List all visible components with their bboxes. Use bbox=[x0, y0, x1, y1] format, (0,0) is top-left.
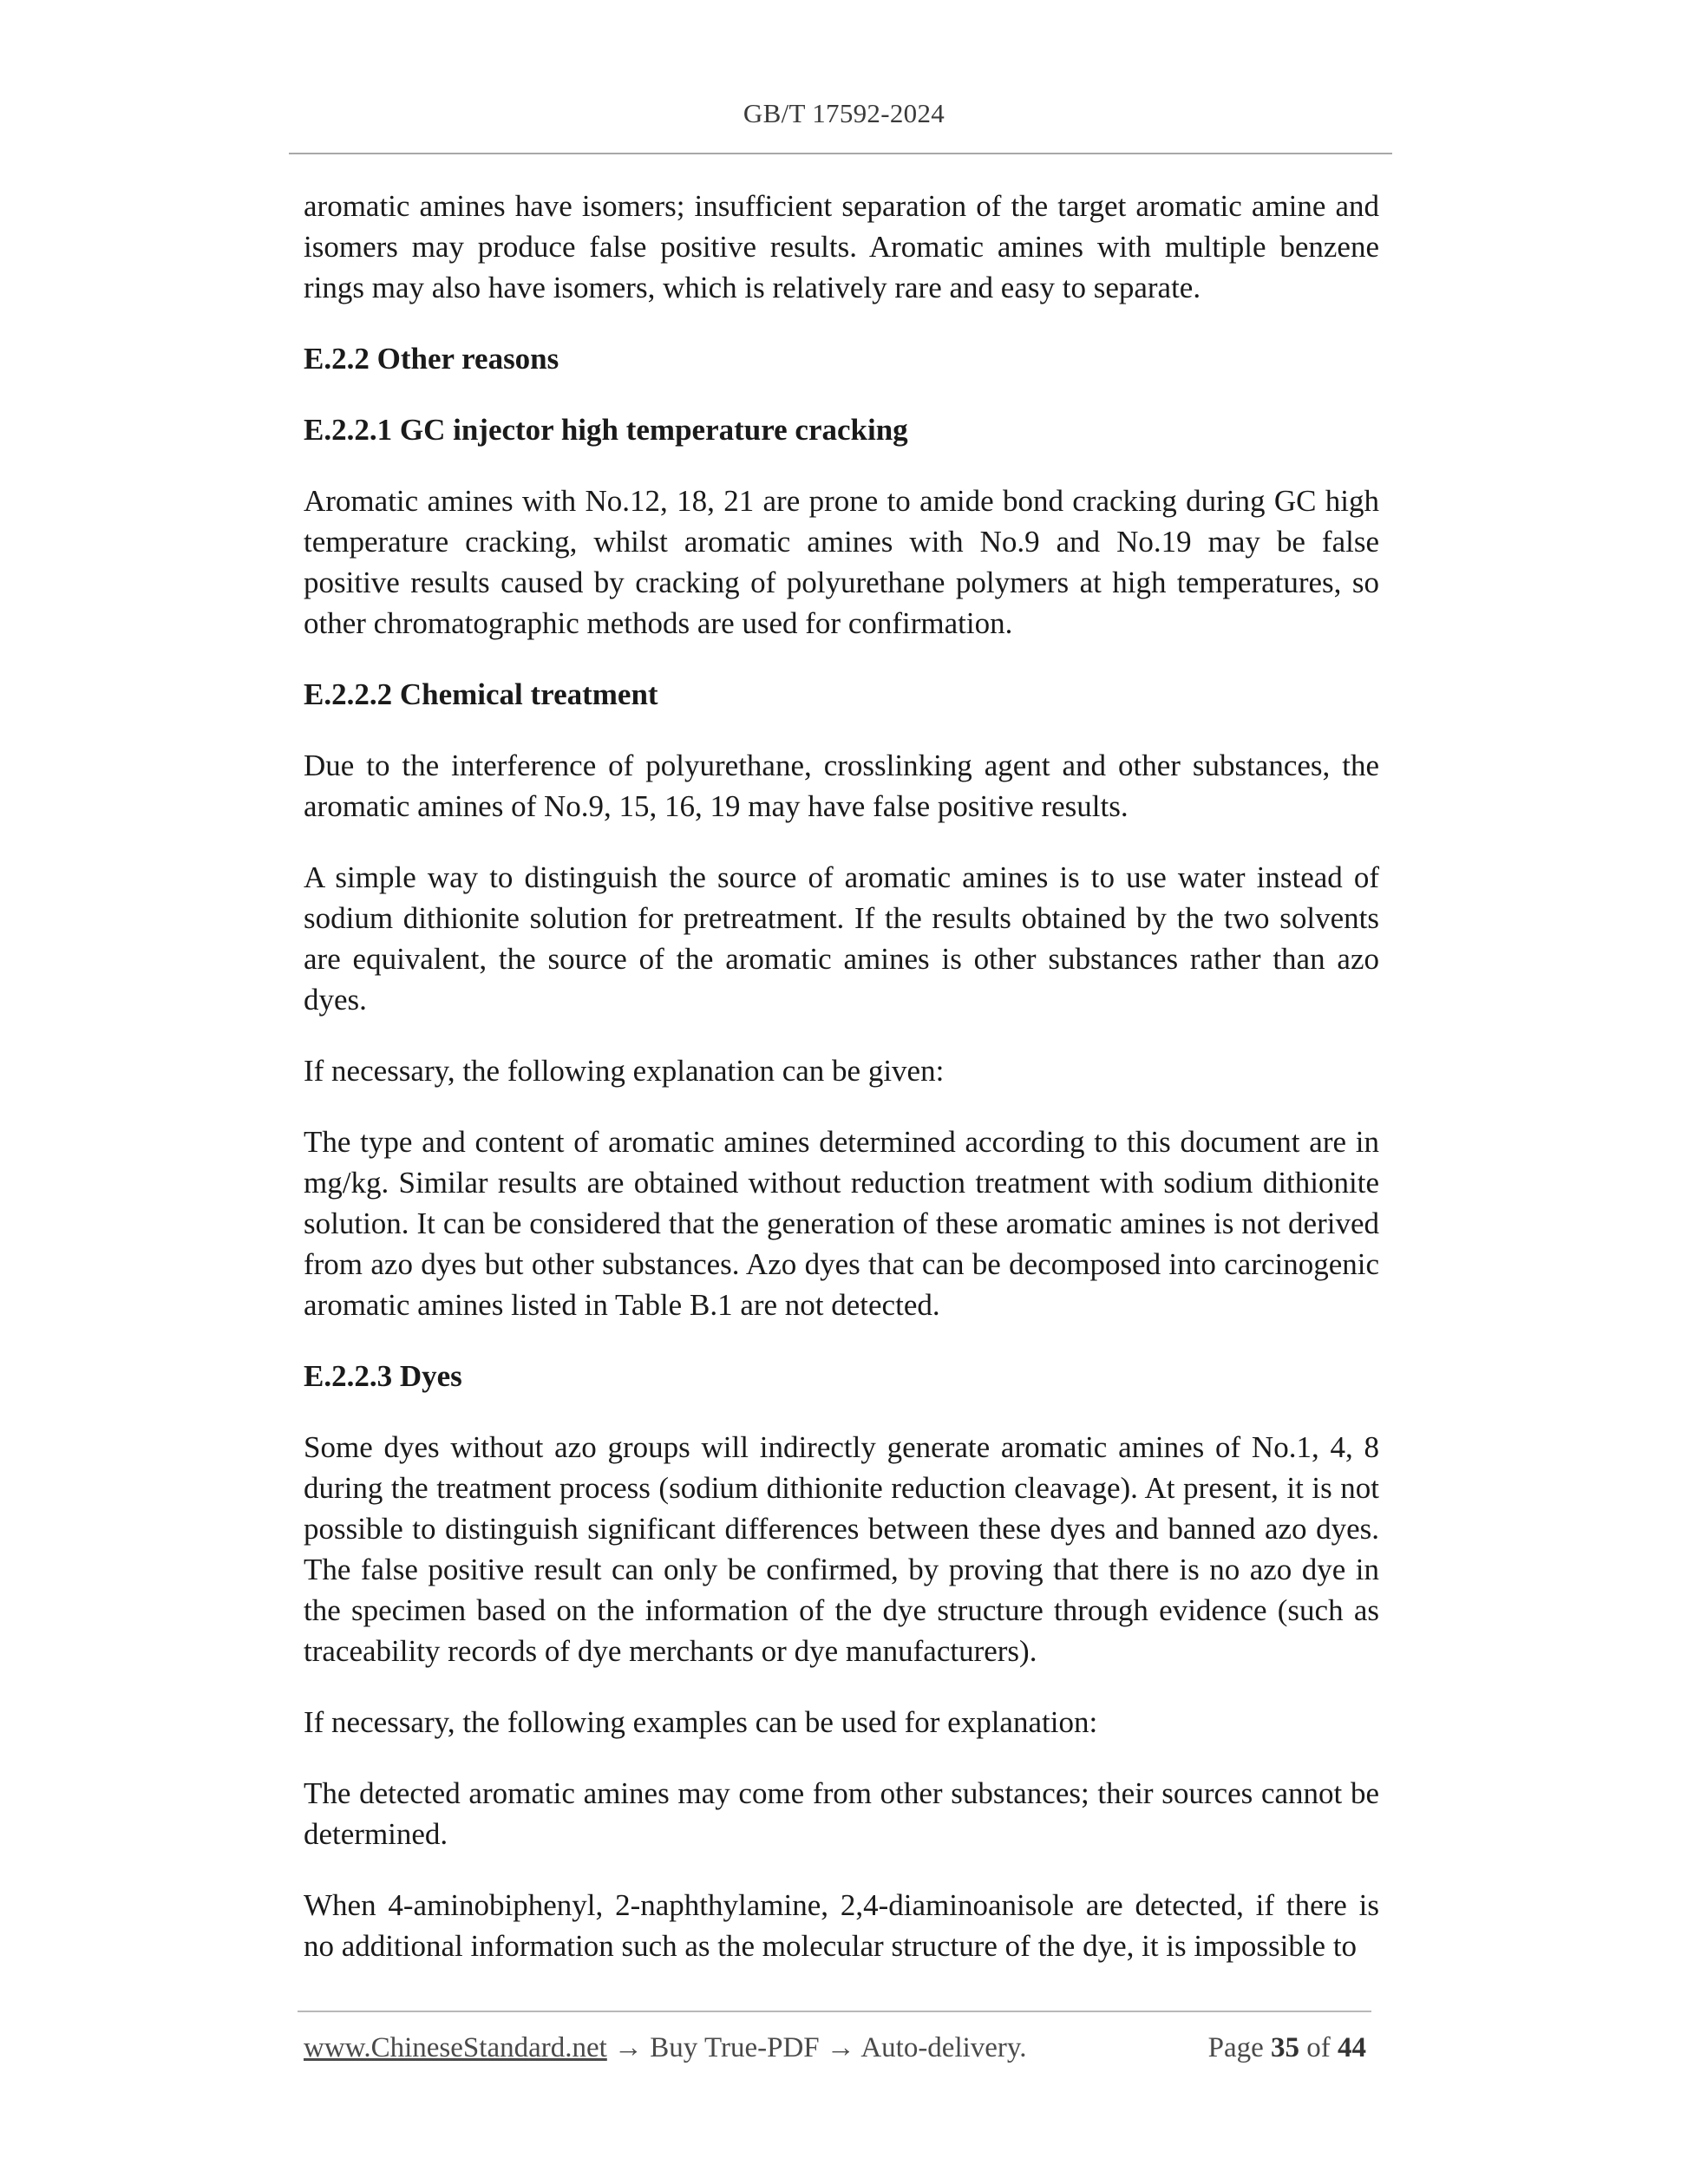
paragraph-simple-way: A simple way to distinguish the source of aromatic amines is to use water instead of sodium dithionite solution for pretreatment. If the results obtained by the two solvents are equivalent, the source of the aromatic amines is other substances rather than azo dyes. bbox=[304, 860, 1379, 1017]
document-body bbox=[304, 186, 1379, 1997]
site-link[interactable]: www.ChineseStandard.net bbox=[304, 2032, 607, 2063]
heading-e-2-2-2: E.2.2.2 Chemical treatment bbox=[304, 677, 658, 711]
arrow-right-icon: → bbox=[819, 2032, 861, 2063]
paragraph-gc-cracking: Aromatic amines with No.12, 18, 21 are prone to amide bond cracking during GC high temperature cracking, whilst aromatic amines with No.9 and No.19 may be false positive results caused by cracking of polyurethane polymers at high temperatures, so other chromatographic methods are used for confirmation. bbox=[304, 484, 1379, 640]
paragraph-intro: aromatic amines have isomers; insufficient separation of the target aromatic amine and isomers may produce false positive results. Aromatic amines with multiple benzene rings may also have isomers, which is relatively rare and easy to separate. bbox=[304, 189, 1379, 304]
page-label: Page bbox=[1207, 2032, 1264, 2063]
heading-e-2-2-1: E.2.2.1 GC injector high temperature cracking bbox=[304, 413, 908, 447]
paragraph-explanation-intro: If necessary, the following explanation can be given: bbox=[304, 1054, 945, 1088]
footer-buy-text: Buy True-PDF bbox=[650, 2032, 820, 2063]
header-divider bbox=[289, 153, 1392, 154]
page-total: 44 bbox=[1338, 2032, 1366, 2063]
footer-delivery-text: Auto-delivery. bbox=[860, 2032, 1027, 2063]
paragraph-interference: Due to the interference of polyurethane, crosslinking agent and other substances, the aromatic amines of No.9, 15, 16, 19 may have false positive results. bbox=[304, 749, 1379, 823]
paragraph-explanation: The type and content of aromatic amines determined according to this document are in mg/kg. Similar results are obtained without reduction treatment with sodium dithionite solution. It can be considered that the generation of these aromatic amines is not derived from azo dyes but other substances. Azo dyes that can be decomposed into carcinogenic aromatic amines listed in Table B.1 are not detected. bbox=[304, 1125, 1379, 1322]
document-header-title: GB/T 17592-2024 bbox=[743, 98, 945, 128]
page-number: 35 bbox=[1271, 2032, 1299, 2063]
paragraph-sources-unknown: The detected aromatic amines may come from other substances; their sources cannot be determined. bbox=[304, 1776, 1379, 1851]
paragraph-examples-intro: If necessary, the following examples can be used for explanation: bbox=[304, 1705, 1098, 1739]
paragraph-detected-amines: When 4-aminobiphenyl, 2-naphthylamine, 2,4-diaminoanisole are detected, if there is no additional information such as the molecular structure of the dye, it is impossible to bbox=[304, 1888, 1379, 1963]
paragraph-dyes: Some dyes without azo groups will indirectly generate aromatic amines of No.1, 4, 8 during the treatment process (sodium dithionite reduction cleavage). At present, it is not possible to distinguish significant differences between these dyes and banned azo dyes. The false positive result can only be confirmed, by proving that there is no azo dye in the specimen based on the information of the dye structure through evidence (such as traceability records of dye merchants or dye manufacturers). bbox=[304, 1430, 1379, 1668]
arrow-right-icon: → bbox=[606, 2032, 651, 2063]
of-label: of bbox=[1306, 2032, 1331, 2063]
heading-e-2-2-3: E.2.2.3 Dyes bbox=[304, 1359, 462, 1393]
footer-divider bbox=[298, 2011, 1371, 2012]
footer-promo bbox=[304, 2032, 1027, 2064]
page-indicator bbox=[1188, 2032, 1366, 2064]
heading-e-2-2: E.2.2 Other reasons bbox=[304, 342, 559, 376]
